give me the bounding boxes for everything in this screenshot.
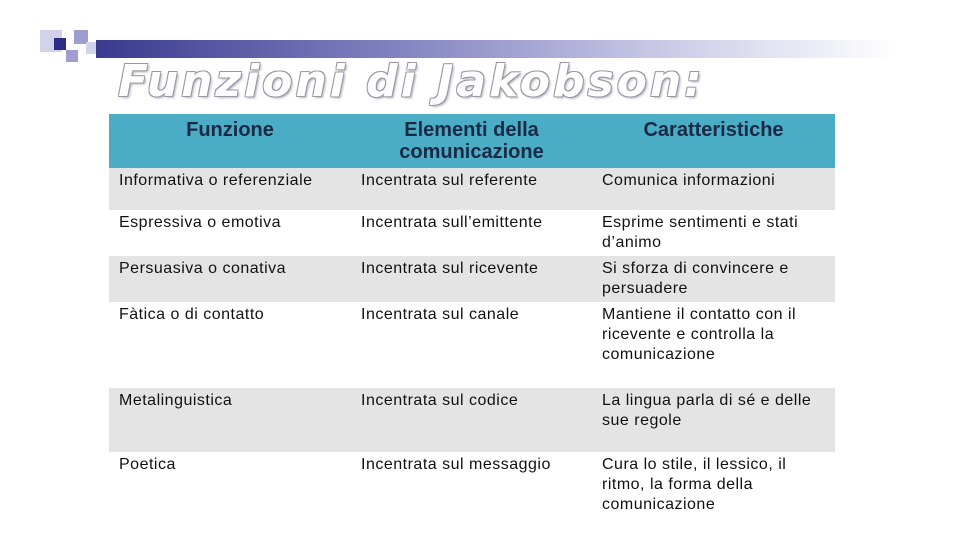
cell-caratteristiche: Esprime sentimenti e stati d’animo: [592, 210, 835, 256]
table-header-row: [109, 114, 835, 168]
cell-elementi: Incentrata sul codice: [351, 388, 592, 452]
cell-funzione: Poetica: [109, 452, 351, 518]
cell-elementi: Incentrata sul messaggio: [351, 452, 592, 518]
cell-funzione: Fàtica o di contatto: [109, 302, 351, 388]
cell-caratteristiche: Mantiene il contatto con il ricevente e controlla la comunicazione: [592, 302, 835, 388]
header-funzione: Funzione: [109, 114, 351, 168]
header-elementi: Elementi della comunicazione: [351, 114, 592, 168]
table-row: [109, 452, 835, 518]
cell-elementi: Incentrata sul referente: [351, 168, 592, 210]
header-caratteristiche: Caratteristiche: [592, 114, 835, 168]
cell-elementi: Incentrata sul canale: [351, 302, 592, 388]
slide-title: Funzioni di Jakobson:: [118, 56, 705, 107]
cell-caratteristiche: Comunica informazioni: [592, 168, 835, 210]
jakobson-table: [109, 114, 835, 518]
cell-funzione: Informativa o referenziale: [109, 168, 351, 210]
cell-elementi: Incentrata sul ricevente: [351, 256, 592, 302]
table-row: [109, 256, 835, 302]
table-row: [109, 168, 835, 210]
cell-caratteristiche: Cura lo stile, il lessico, il ritmo, la forma della comunicazione: [592, 452, 835, 518]
table-row: [109, 388, 835, 452]
cell-funzione: Metalinguistica: [109, 388, 351, 452]
corner-square-mid-2: [66, 50, 78, 62]
cell-funzione: Espressiva o emotiva: [109, 210, 351, 256]
cell-funzione: Persuasiva o conativa: [109, 256, 351, 302]
table-row: [109, 210, 835, 256]
table-row: [109, 302, 835, 388]
corner-square-dark: [54, 38, 66, 50]
cell-elementi: Incentrata sull’emittente: [351, 210, 592, 256]
cell-caratteristiche: Si sforza di convincere e persuadere: [592, 256, 835, 302]
cell-caratteristiche: La lingua parla di sé e delle sue regole: [592, 388, 835, 452]
